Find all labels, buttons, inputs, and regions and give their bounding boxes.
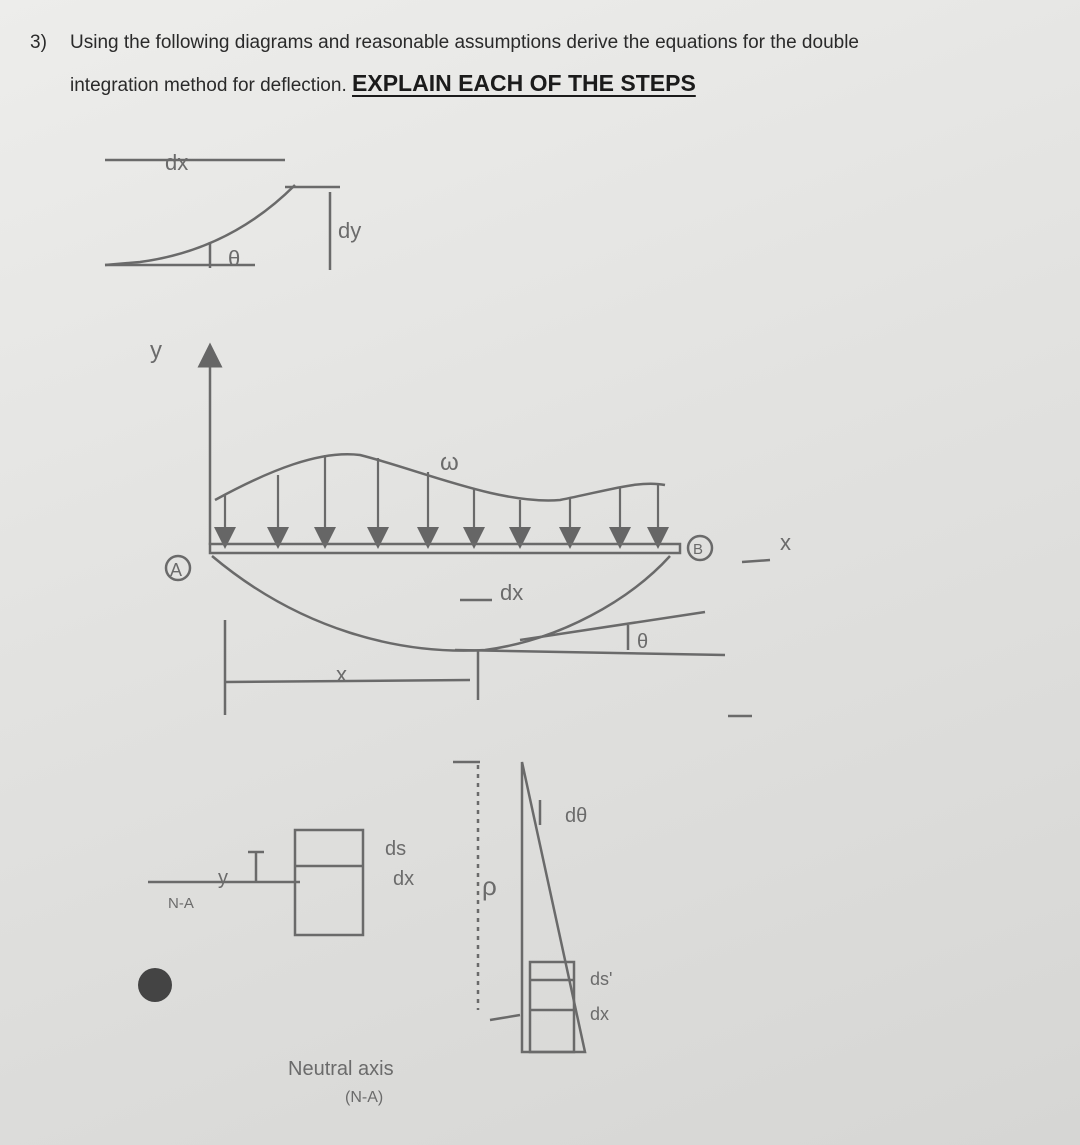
label-load-omega: ω bbox=[440, 449, 459, 476]
label-neutral-axis: Neutral axis bbox=[288, 1058, 394, 1080]
label-ds: ds bbox=[385, 838, 407, 860]
x-dimension-line bbox=[225, 680, 470, 682]
label-theta-beam: θ bbox=[637, 631, 649, 653]
beam-body bbox=[210, 544, 680, 553]
tangent-slope-line bbox=[520, 612, 705, 640]
element-rect bbox=[295, 830, 363, 935]
label-x-axis: x bbox=[780, 530, 791, 555]
label-ds-prime: ds' bbox=[590, 969, 613, 989]
label-x-position: x bbox=[336, 662, 347, 687]
bullet-marker bbox=[138, 968, 172, 1002]
label-dtheta: dθ bbox=[565, 805, 588, 827]
label-dy: dy bbox=[338, 218, 362, 243]
label-dx-beam: dx bbox=[500, 580, 524, 605]
question-number: 3) bbox=[30, 32, 47, 53]
question-text-continued: integration method for deflection. bbox=[70, 75, 347, 96]
label-theta-top: θ bbox=[228, 246, 241, 271]
label-y-section: y bbox=[218, 867, 228, 889]
na-pointer bbox=[490, 1015, 520, 1020]
slope-sketch bbox=[105, 160, 340, 270]
label-dx-wedge: dx bbox=[590, 1004, 610, 1024]
label-support-a: A bbox=[170, 560, 183, 580]
label-dx-top: dx bbox=[165, 150, 189, 175]
instruction-emphasis: EXPLAIN EACH OF THE STEPS bbox=[352, 70, 696, 96]
beam-diagram bbox=[166, 355, 770, 716]
label-rho: ρ bbox=[482, 871, 497, 901]
x-axis-stub bbox=[742, 560, 770, 562]
label-support-b: B bbox=[693, 541, 704, 558]
section-element bbox=[148, 762, 588, 1052]
label-y-axis: y bbox=[150, 337, 162, 364]
label-dx-section: dx bbox=[393, 868, 415, 890]
question-text: Using the following diagrams and reasonable assumptions derive the equations for the double bbox=[70, 32, 859, 53]
curve-segment bbox=[105, 185, 295, 265]
tangent-horizontal bbox=[455, 650, 725, 655]
label-na: N-A bbox=[168, 895, 194, 912]
deflection-curve bbox=[212, 556, 670, 651]
label-na-paren: (N-A) bbox=[345, 1089, 384, 1106]
